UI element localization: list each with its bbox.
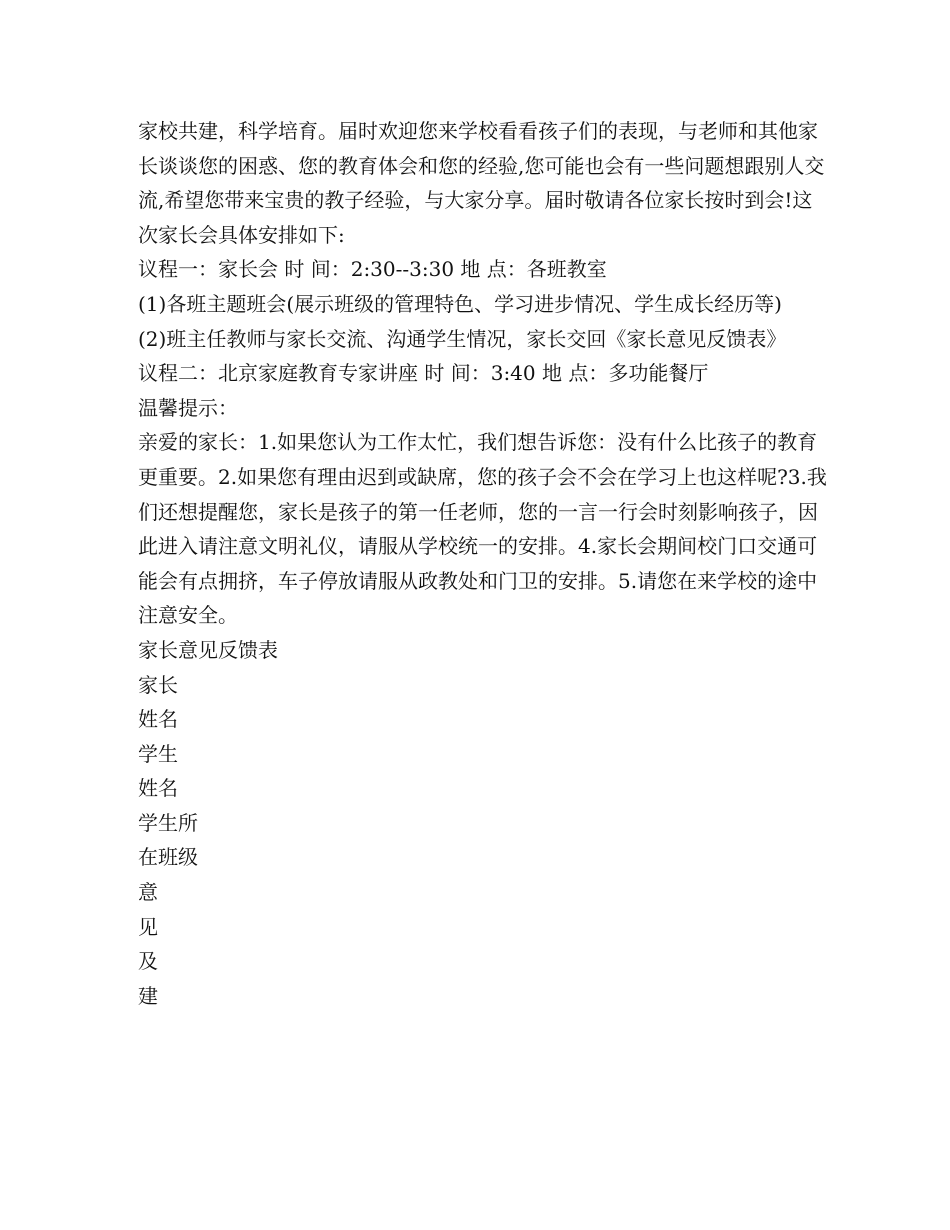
agenda-one-item-2: (2)班主任教师与家长交流、沟通学生情况，家长交回《家长意见反馈表》: [138, 326, 787, 351]
agenda-one-item-1: (1)各班主题班会(展示班级的管理特色、学习进步情况、学生成长经历等): [138, 291, 782, 316]
form-label-class: 在班级: [138, 845, 198, 870]
form-label-parent-name: 姓名: [138, 707, 178, 732]
reminder-paragraph: 亲爱的家长：1.如果您认为工作太忙，我们想告诉您：没有什么比孩子的教育更重要。2.如果您有理由迟到或缺席，您的孩子会不会在学习上也这样呢?3.我们还想提醒您，家长是孩子的第一任老师，您的一言一行会时刻影响孩子，因此进入请注意文明礼仪，请服从学校统一的安排。4.家长会期间校门口交通可能会有点拥挤，车子停放请服从政教处和门卫的安排。5.请您在来学校的途中注意安全。: [138, 430, 827, 628]
form-label-parent: 家长: [138, 672, 178, 697]
intro-paragraph: 家校共建，科学培育。届时欢迎您来学校看看孩子们的表现，与老师和其他家长谈谈您的困惑、您的教育体会和您的经验,您可能也会有一些问题想跟别人交流,希望您带来宝贵的教子经验，与大家分享。届时敬请各位家长按时到会!这次家长会具体安排如下:: [138, 119, 825, 247]
form-label-student: 学生: [138, 741, 178, 766]
document-page: [138, 114, 828, 1013]
form-label-student-name: 姓名: [138, 776, 178, 801]
reminder-heading: 温馨提示：: [138, 395, 238, 420]
form-label-opinion-4: 建: [138, 983, 158, 1008]
form-label-student-class: 学生所: [138, 810, 198, 835]
form-label-opinion-2: 见: [138, 914, 158, 939]
form-label-opinion-3: 及: [138, 949, 158, 974]
agenda-two: 议程二：北京家庭教育专家讲座 时 间：3:40 地 点：多功能餐厅: [138, 361, 709, 386]
agenda-one: 议程一：家长会 时 间：2:30--3:30 地 点：各班教室: [138, 257, 607, 282]
form-label-opinion-1: 意: [138, 880, 158, 905]
feedback-form-title: 家长意见反馈表: [138, 637, 278, 662]
